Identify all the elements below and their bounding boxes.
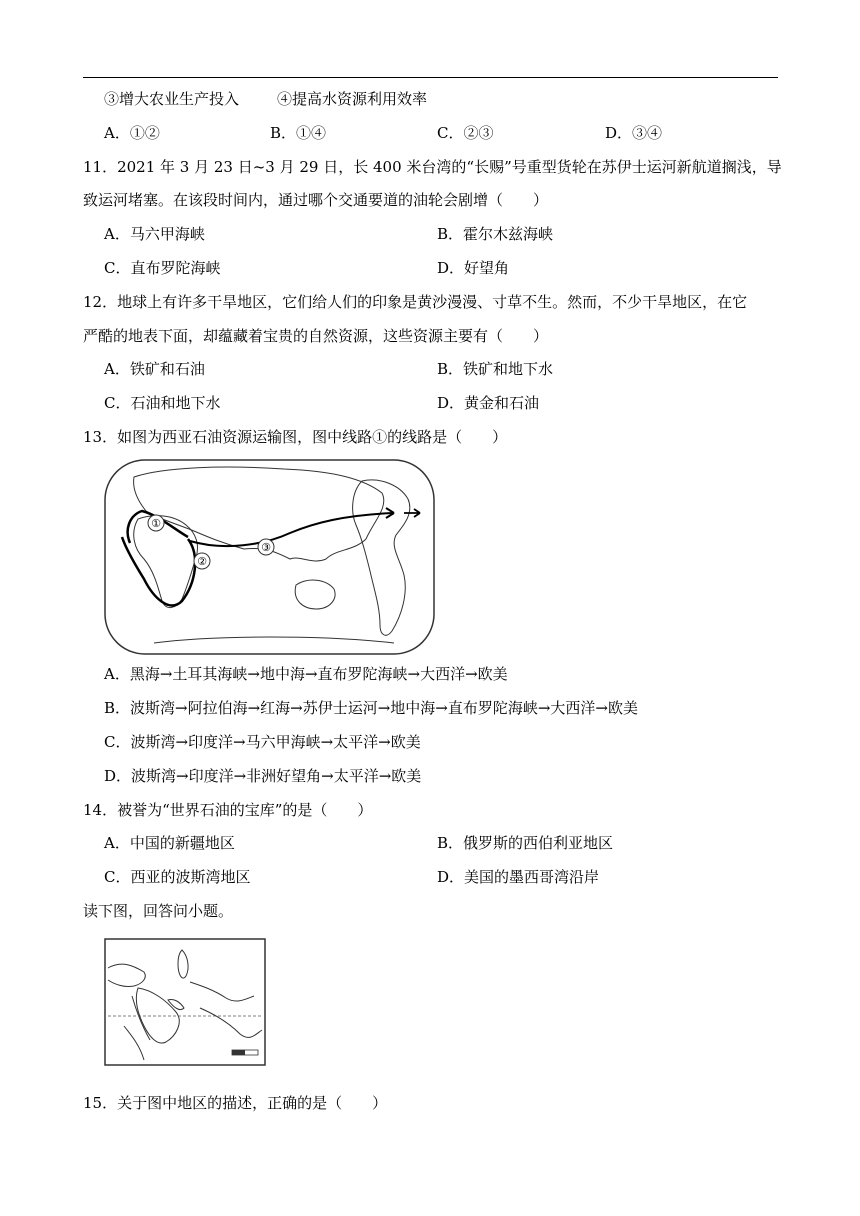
q11-option-b[interactable]: B．霍尔木兹海峡 — [437, 225, 554, 243]
q12-option-a[interactable]: A．铁矿和石油 — [104, 360, 205, 378]
header-rule — [83, 77, 778, 78]
q13-option-a[interactable]: A．黑海→土耳其海峡→地中海→直布罗陀海峡→大西洋→欧美 — [104, 665, 508, 683]
route-2-label: ② — [197, 555, 207, 568]
q12-stem-line2: 严酷的地表下面，却蕴藏着宝贵的自然资源，这些资源主要有（ ） — [83, 327, 549, 345]
q13-stem: 13．如图为西亚石油资源运输图，图中线路①的线路是（ ） — [83, 428, 508, 446]
q15-stem: 15．关于图中地区的描述，正确的是（ ） — [83, 1094, 388, 1112]
route-1-label: ① — [151, 517, 161, 530]
q14-stem: 14．被誉为“世界石油的宝库”的是（ ） — [83, 801, 373, 819]
scale-bar-fill — [232, 1050, 245, 1055]
q10-item-3: ③增大农业生产投入 — [104, 90, 240, 108]
world-oil-route-map — [104, 459, 435, 655]
q14-option-c[interactable]: C．西亚的波斯湾地区 — [104, 868, 251, 886]
q13-option-c[interactable]: C．波斯湾→印度洋→马六甲海峡→太平洋→欧美 — [104, 733, 421, 751]
q14-option-a[interactable]: A．中国的新疆地区 — [104, 834, 235, 852]
map-question-intro: 读下图，回答问小题。 — [83, 902, 234, 920]
west-asia-map — [104, 938, 267, 1068]
map-frame — [105, 460, 434, 654]
q11-option-c[interactable]: C．直布罗陀海峡 — [104, 259, 221, 277]
q13-option-d[interactable]: D．波斯湾→印度洋→非洲好望角→太平洋→欧美 — [104, 767, 422, 785]
q10-option-a[interactable]: A．①② — [104, 124, 160, 142]
q11-stem-line2: 致运河堵塞。在该段时间内，通过哪个交通要道的油轮会剧增（ ） — [83, 191, 549, 209]
q12-option-b[interactable]: B．铁矿和地下水 — [437, 360, 554, 378]
q10-option-d[interactable]: D．③④ — [605, 124, 663, 142]
q13-option-b[interactable]: B．波斯湾→阿拉伯海→红海→苏伊士运河→地中海→直布罗陀海峡→大西洋→欧美 — [104, 699, 639, 717]
q11-option-a[interactable]: A．马六甲海峡 — [104, 225, 205, 243]
q12-stem-line1: 12．地球上有许多干旱地区，它们给人们的印象是黄沙漫漫、寸草不生。然而，不少干旱地区，在它 — [83, 293, 748, 311]
q12-option-d[interactable]: D．黄金和石油 — [437, 394, 540, 412]
q11-option-d[interactable]: D．好望角 — [437, 259, 510, 277]
q10-statements — [104, 89, 427, 109]
q10-item-4: ④提高水资源利用效率 — [277, 90, 428, 108]
q10-option-c[interactable]: C．②③ — [437, 124, 494, 142]
route-3-label: ③ — [261, 541, 271, 554]
map-frame — [105, 939, 265, 1065]
q10-option-b[interactable]: B．①④ — [270, 124, 327, 142]
q14-option-b[interactable]: B．俄罗斯的西伯利亚地区 — [437, 834, 614, 852]
q11-stem-line1: 11．2021 年 3 月 23 日~3 月 29 日，长 400 米台湾的“长赐”号重型货轮在苏伊士运河新航道搁浅，导 — [83, 158, 782, 176]
q12-option-c[interactable]: C．石油和地下水 — [104, 394, 221, 412]
q14-option-d[interactable]: D．美国的墨西哥湾沿岸 — [437, 868, 600, 886]
